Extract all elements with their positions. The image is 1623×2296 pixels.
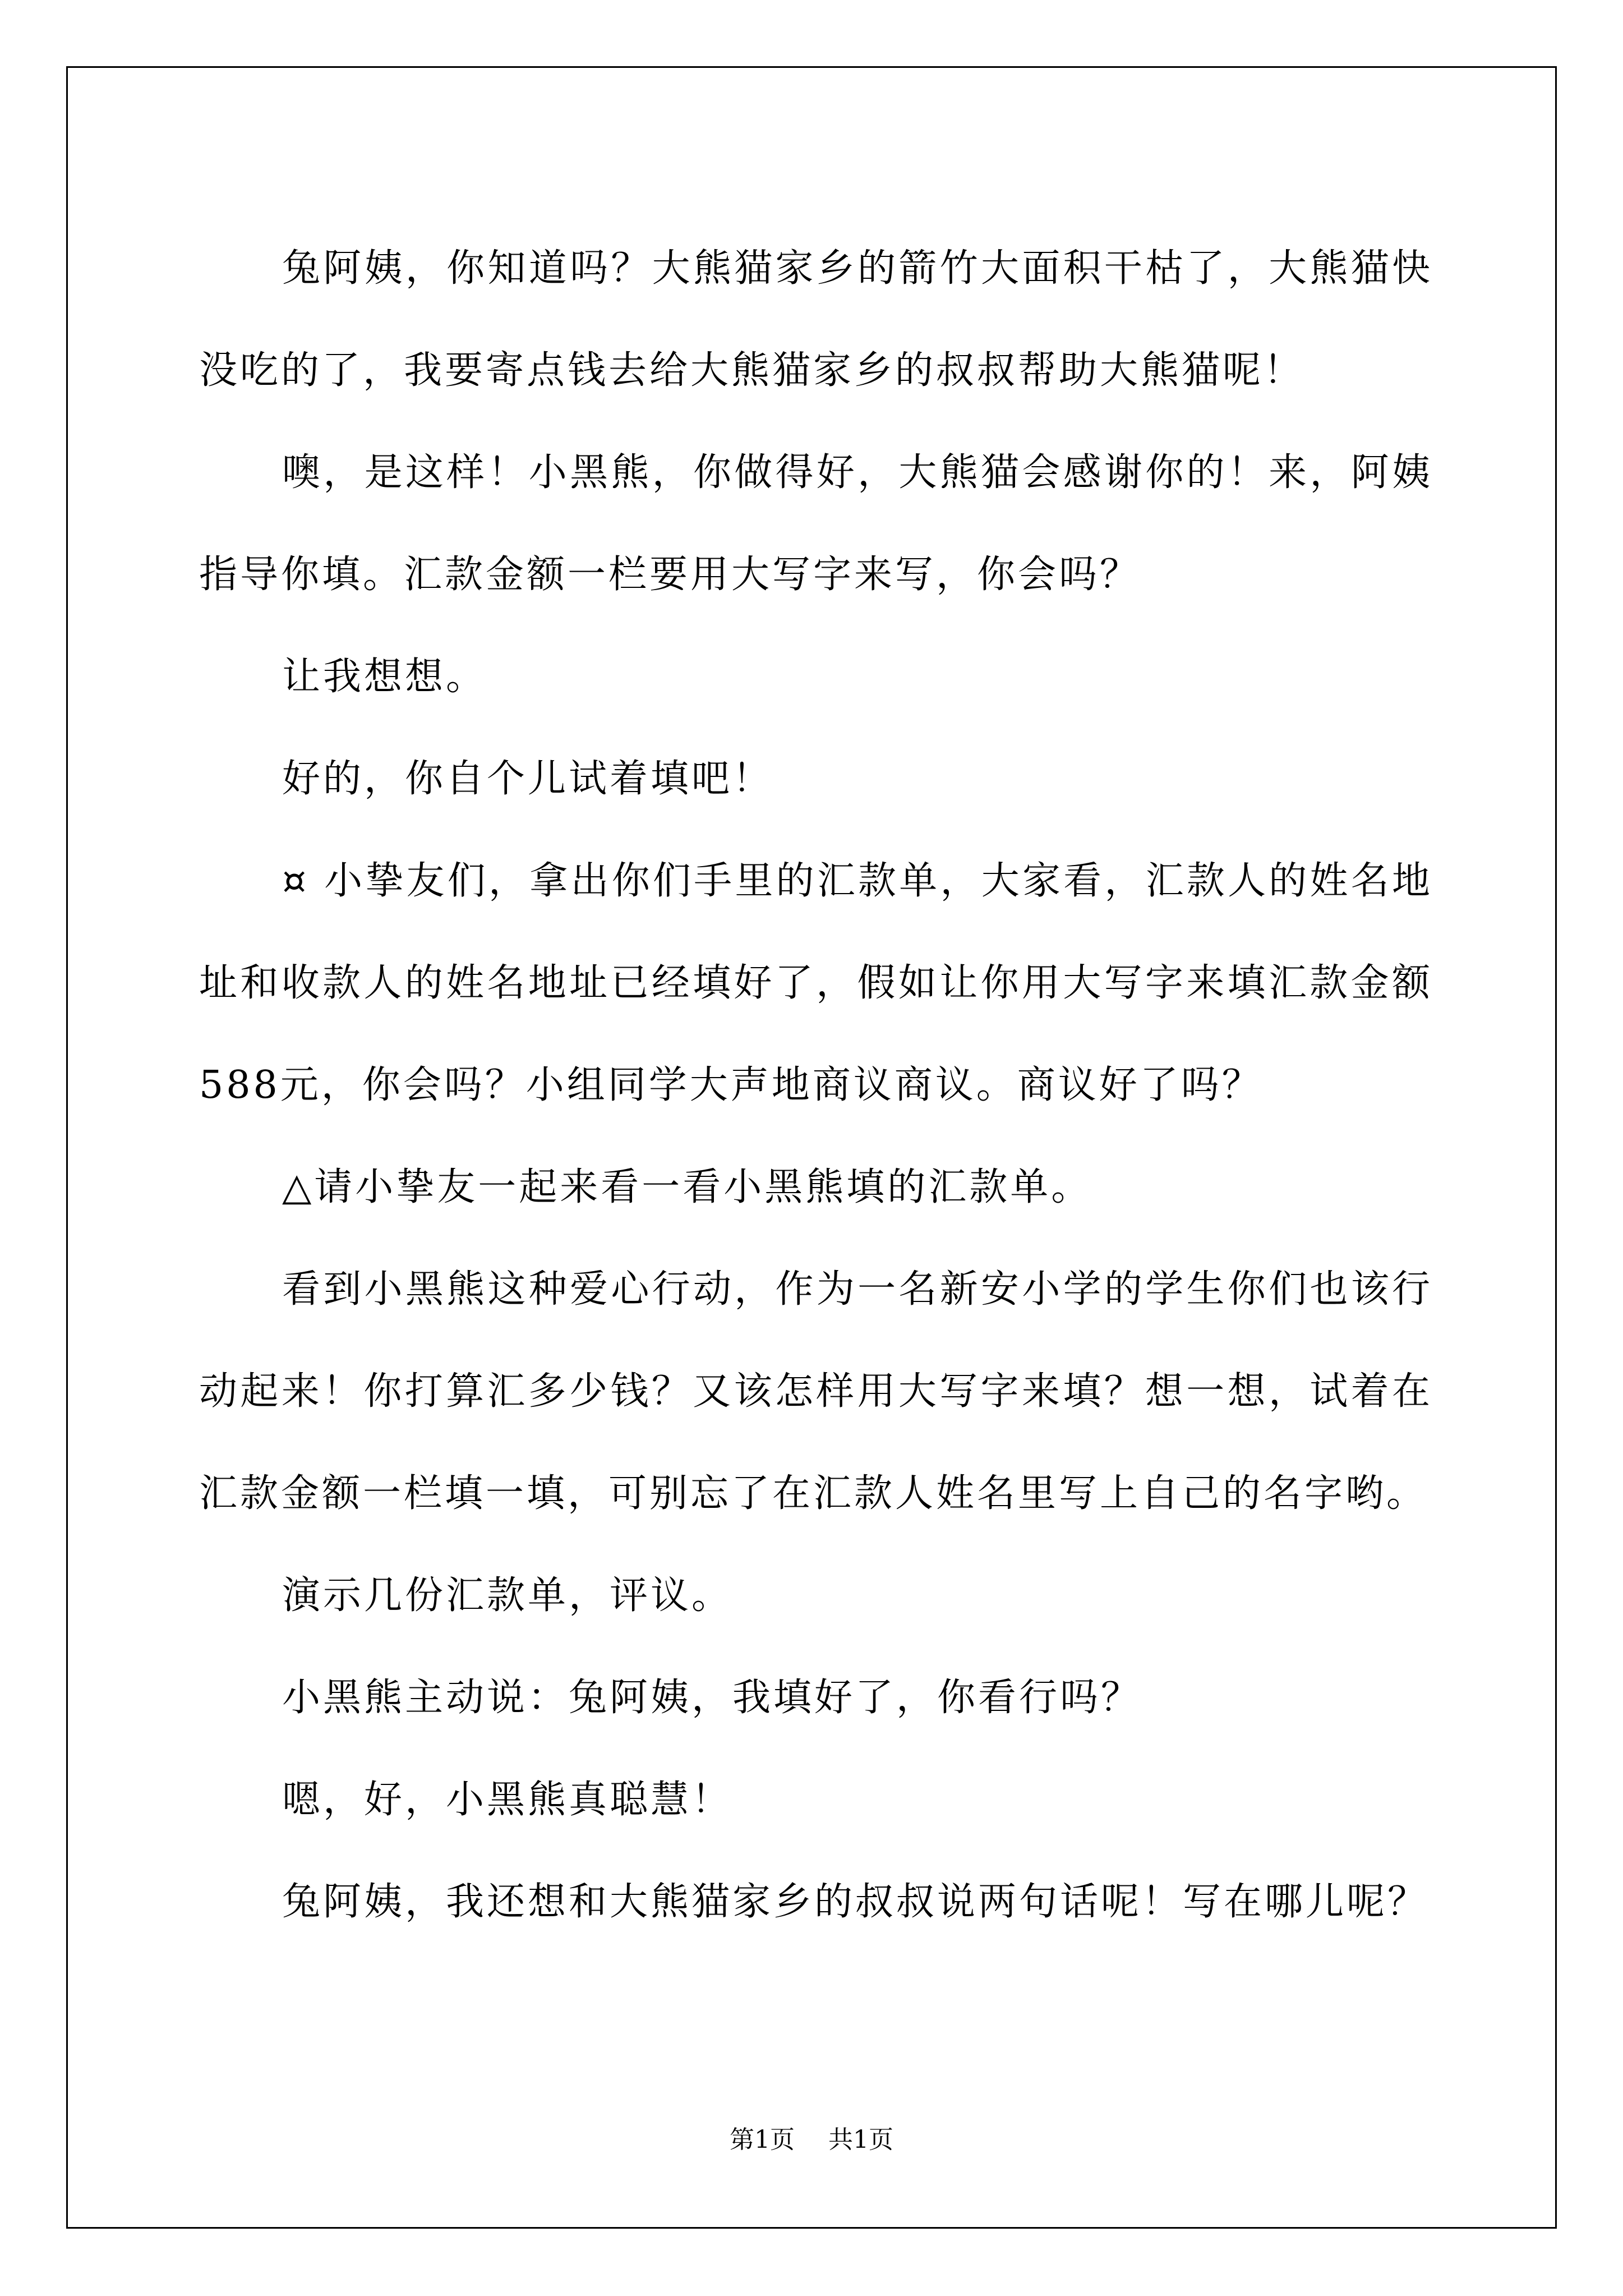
paragraph-11: 兔阿姨，我还想和大熊猫家乡的叔叔说两句话呢！写在哪儿呢？ <box>282 1880 1429 1924</box>
document-body <box>199 218 1433 1953</box>
paragraph-5: ¤ 小挚友们，拿出你们手里的汇款单，大家看，汇款人的姓名地址和收款人的姓名地址已经填好了，假如让你用大写字来填汇款金额588元，你会吗？小组同学大声地商议商议。商议好了吗？ <box>199 859 1433 1107</box>
page-number: 第1页 <box>730 2125 795 2154</box>
paragraph-4: 好的，你自个儿试着填吧！ <box>282 757 774 801</box>
paragraph-7: 看到小黑熊这种爱心行动，作为一名新安小学的学生你们也该行动起来！你打算汇多少钱？又该怎样用大写字来填？想一想，试着在汇款金额一栏填一填，可别忘了在汇款人姓名里写上自己的名字哟。 <box>199 1267 1433 1516</box>
page-total: 共1页 <box>828 2125 893 2154</box>
paragraph-8: 演示几份汇款单，评议。 <box>282 1573 733 1618</box>
paragraph-1: 兔阿姨，你知道吗？大熊猫家乡的箭竹大面积干枯了，大熊猫快没吃的了，我要寄点钱去给大熊猫家乡的叔叔帮助大熊猫呢！ <box>199 246 1433 393</box>
page-footer <box>0 2123 1623 2157</box>
paragraph-3: 让我想想。 <box>282 655 487 699</box>
paragraph-9: 小黑熊主动说：兔阿姨，我填好了，你看行吗？ <box>282 1676 1142 1720</box>
paragraph-6: △请小挚友一起来看一看小黑熊填的汇款单。 <box>282 1165 1092 1209</box>
paragraph-2: 噢，是这样！小黑熊，你做得好，大熊猫会感谢你的！来，阿姨指导你填。汇款金额一栏要用大写字来写，你会吗？ <box>199 450 1433 597</box>
paragraph-10: 嗯，好，小黑熊真聪慧！ <box>282 1778 733 1822</box>
